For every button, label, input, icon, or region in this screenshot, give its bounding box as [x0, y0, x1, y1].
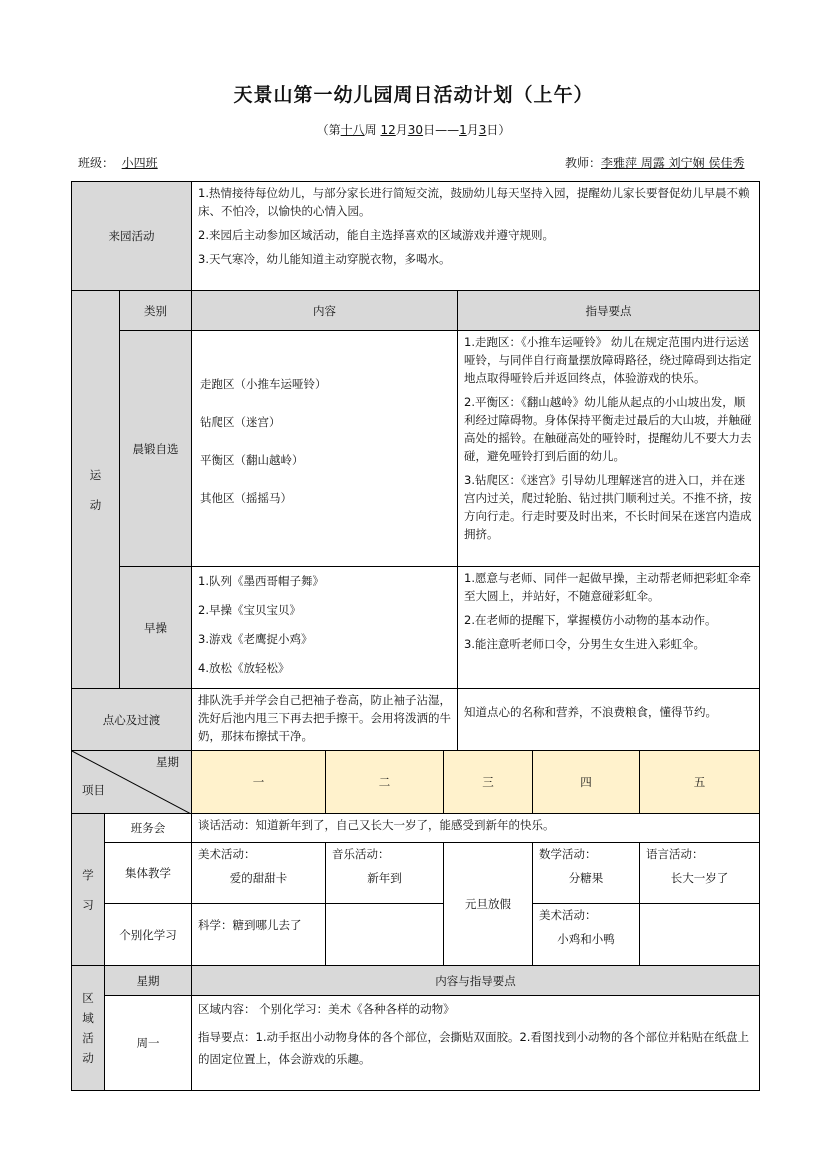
day-header: 一: [191, 750, 326, 814]
area-monday-label: 周一: [104, 995, 192, 1091]
exercise-item: 1.队列《墨西哥帽子舞》: [198, 574, 324, 588]
activity-name: 小鸡和小鸭: [557, 932, 615, 946]
individual-learning-label: 个别化学习: [104, 903, 192, 966]
activity-type: 音乐活动：: [332, 847, 390, 861]
week-prefix: （第: [316, 123, 341, 137]
content-header: 内容: [191, 290, 458, 331]
class-affairs-content: 谈话活动：知道新年到了，自己又长大一岁了，能感受到新年的快乐。: [191, 813, 760, 843]
class-info: [78, 154, 158, 171]
tuesday-group-activity: [325, 842, 444, 904]
monday-group-activity: [191, 842, 326, 904]
study-label-char: 习: [82, 897, 94, 912]
activity-name: 长大一岁了: [670, 871, 729, 885]
week-word: 周: [364, 123, 377, 137]
area-label-char: 区: [82, 991, 94, 1005]
area-day-header: 星期: [104, 965, 192, 996]
exercise-point: 2.在老师的提醒下，掌握模仿小动物的基本动作。: [464, 613, 717, 627]
week-number: 十八: [340, 123, 365, 137]
morning-point: 3.钻爬区：《迷宫》引导幼儿理解迷宫的进入口，并在迷宫内过关，爬过轮胎、钻过拱门顺利过关。不推不挤，按方向行走。行走时要及时出来，不长时间呆在迷宫内造成拥挤。: [464, 473, 752, 541]
arrival-item: 3.天气寒冷，幼儿能知道主动穿脱衣物，多喝水。: [198, 252, 451, 266]
sport-label-char: 运: [89, 467, 102, 482]
friday-group-activity: [639, 842, 760, 904]
teacher-value: 李雅萍 周露 刘宁娴 侯佳秀: [601, 156, 745, 170]
area-content-header: 内容与指导要点: [191, 965, 760, 996]
exercise-point: 1.愿意与老师、同伴一起做早操，主动帮老师把彩虹伞牵至大圆上，并站好，不随意碰彩虹伞。: [464, 571, 751, 603]
area-monday-content: [191, 995, 760, 1091]
teacher-label: 教师：: [565, 156, 602, 170]
arrival-item: 2.来园后主动参加区域活动，能自主选择喜欢的区域游戏并遵守规则。: [198, 228, 554, 242]
weekday-item-header: [71, 750, 192, 814]
exercise-content: [191, 566, 458, 689]
morning-item: 钻爬区（迷宫）: [200, 415, 281, 429]
arrival-label: 来园活动: [71, 181, 192, 291]
activity-type: 美术活动：: [198, 847, 256, 861]
individual-thursday: [532, 903, 640, 966]
end-month-word: 月: [466, 123, 479, 137]
day-header: 二: [325, 750, 444, 814]
end-day-word: 日）: [486, 123, 511, 137]
activity-name: 爱的甜甜卡: [229, 871, 288, 885]
exercise-point: 3.能注意听老师口令，分男生女生进入彩虹伞。: [464, 637, 705, 651]
start-day-word: 日——: [423, 123, 460, 137]
start-month: 12: [380, 123, 396, 137]
category-header: 类别: [119, 290, 192, 331]
wednesday-holiday: 元旦放假: [443, 842, 533, 966]
study-label-char: 学: [82, 867, 94, 882]
morning-item: 平衡区（翻山越岭）: [200, 453, 304, 467]
item-label: 项目: [82, 783, 105, 797]
thursday-group-activity: [532, 842, 640, 904]
activity-type: 美术活动：: [539, 908, 597, 922]
snack-content: 排队洗手并学会自己把袖子卷高，防止袖子沾湿，洗好后池内甩三下再去把手擦干。会用将泼洒的牛奶，那抹布擦拭干净。: [191, 688, 458, 751]
snack-points: 知道点心的名称和营养，不浪费粮食，懂得节约。: [457, 688, 760, 751]
activity-name: 新年到: [367, 871, 402, 885]
points-header: 指导要点: [457, 290, 760, 331]
sport-label: [71, 290, 120, 689]
arrival-item: 1.热情接待每位幼儿，与部分家长进行简短交流，鼓励幼儿每天坚持入园，提醒幼儿家长要督促幼儿早晨不赖床、不怕冷，以愉快的心情入园。: [198, 186, 750, 218]
activity-type: 语言活动：: [646, 847, 704, 861]
class-label: 班级：: [78, 156, 115, 170]
sport-label-char: 动: [89, 497, 102, 512]
morning-point: 1.走跑区：《小推车运哑铃》 幼儿在规定范围内进行运送哑铃，与同伴自行商量摆放障碍路径，绕过障碍到达指定地点取得哑铃后并返回终点，体验游戏的快乐。: [464, 335, 752, 385]
morning-item: 其他区（摇摇马）: [200, 491, 292, 505]
snack-label: 点心及过渡: [71, 688, 192, 751]
individual-monday: 科学：糖到哪儿去了: [191, 903, 326, 966]
area-content: 区域内容： 个别化学习：美术《各种各样的动物》: [198, 1002, 455, 1016]
study-label: [71, 813, 105, 966]
start-month-word: 月: [395, 123, 408, 137]
day-header: 五: [639, 750, 760, 814]
area-points: 指导要点：1.动手抠出小动物身体的各个部位，会撕贴双面胶。2.看图找到小动物的各个部位并粘贴在纸盘上的固定位置上，体会游戏的乐趣。: [198, 1030, 749, 1066]
exercise-item: 4.放松《放轻松》: [198, 661, 290, 675]
morning-exercise-label: 晨锻自选: [119, 330, 192, 567]
individual-tuesday: [325, 903, 444, 966]
area-label-char: 活: [82, 1031, 94, 1045]
activity-name: 分糖果: [568, 871, 604, 885]
area-label-char: 域: [82, 1011, 94, 1025]
exercise-item: 2.早操《宝贝宝贝》: [198, 603, 301, 617]
group-teaching-label: 集体教学: [104, 842, 192, 904]
arrival-content: [191, 181, 760, 291]
exercise-item: 3.游戏《老鹰捉小鸡》: [198, 632, 313, 646]
start-day: 30: [407, 123, 424, 137]
day-header: 四: [532, 750, 640, 814]
activity-type: 数学活动：: [539, 847, 597, 861]
area-label-char: 动: [82, 1051, 94, 1065]
teacher-info: [565, 154, 744, 171]
exercise-points: [457, 566, 760, 689]
individual-friday: [639, 903, 760, 966]
class-affairs-label: 班务会: [104, 813, 192, 843]
end-month: 1: [459, 123, 467, 137]
day-header: 三: [443, 750, 533, 814]
morning-point: 2.平衡区：《翻山越岭》幼儿能从起点的小山坡出发，顺利经过障碍物。身体保持平衡走过最后的大山坡，并触碰高处的摇铃。在触碰高处的哑铃时，提醒幼儿不要大力去碰，避免哑铃打到后面的幼儿。: [464, 395, 752, 463]
area-activity-label: [71, 965, 105, 1091]
morning-points: [457, 330, 760, 567]
page-title: 天景山第一幼儿园周日活动计划（上午）: [233, 84, 594, 106]
morning-content: [191, 330, 458, 567]
morning-item: 走跑区（小推车运哑铃）: [200, 377, 327, 391]
class-value: 小四班: [121, 156, 158, 170]
week-range: [0, 121, 827, 138]
weekday-label: 星期: [156, 755, 179, 769]
end-day: 3: [478, 123, 487, 137]
exercise-label: 早操: [119, 566, 192, 689]
